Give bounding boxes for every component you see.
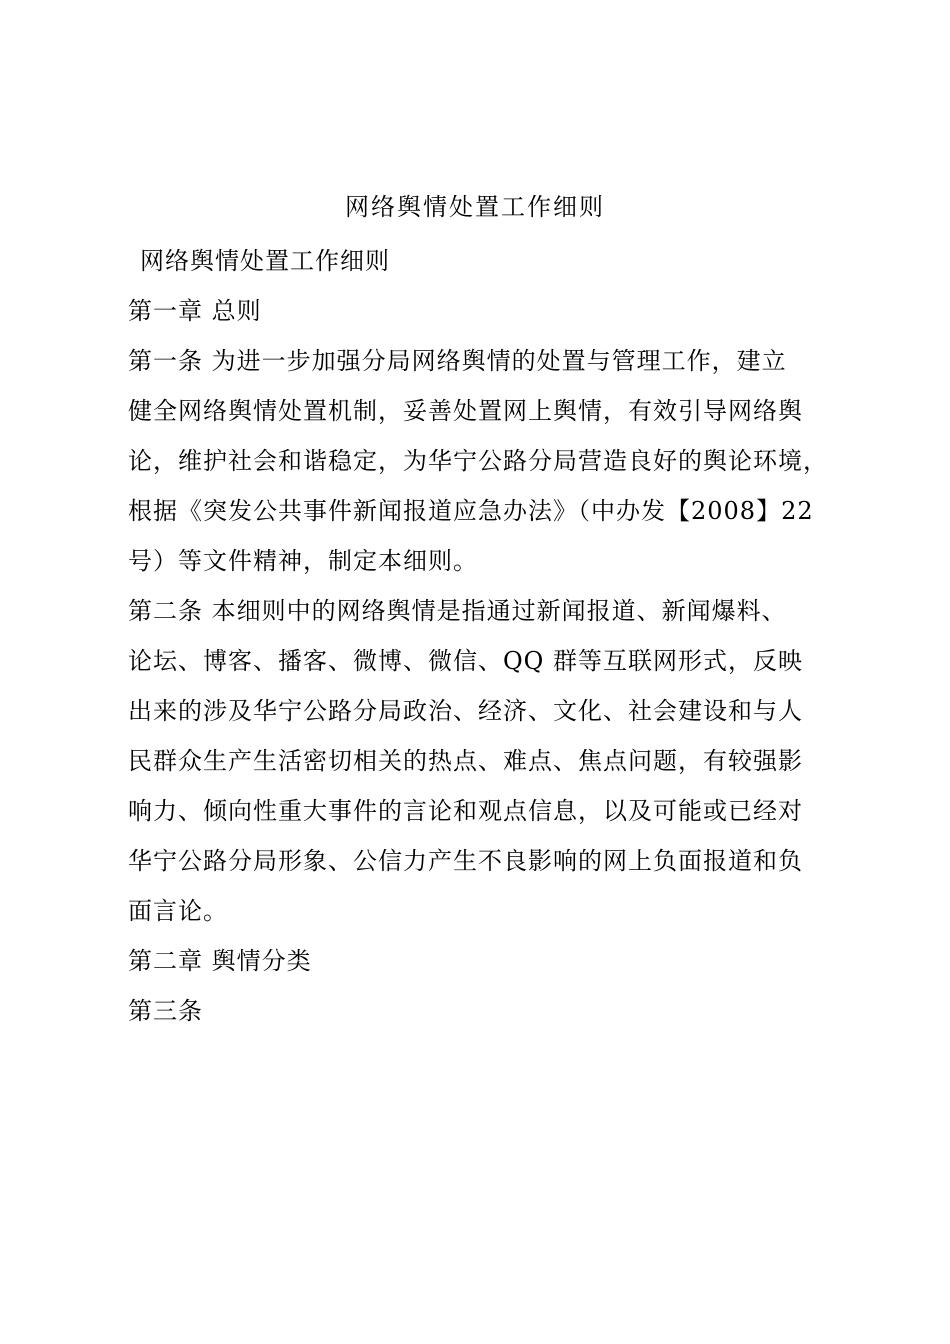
paragraph-line: 论，维护社会和谐稳定，为华宁公路分局营造良好的舆论环境，	[128, 447, 828, 475]
paragraph-line: 响力、倾向性重大事件的言论和观点信息，以及可能或已经对	[128, 797, 803, 825]
paragraph-line: 华宁公路分局形象、公信力产生不良影响的网上负面报道和负	[128, 847, 803, 875]
paragraph-line: 号）等文件精神，制定本细则。	[128, 547, 478, 575]
paragraph-line: 第一条 为进一步加强分局网络舆情的处置与管理工作，建立	[128, 347, 787, 375]
paragraph-line: 民群众生产生活密切相关的热点、难点、焦点问题，有较强影	[128, 747, 803, 775]
chapter-heading: 第一章 总则	[128, 297, 262, 325]
article-paragraph	[128, 336, 828, 586]
paragraph-line: 出来的涉及华宁公路分局政治、经济、文化、社会建设和与人	[128, 697, 803, 725]
article-heading: 第三条	[128, 997, 203, 1025]
paragraph-line: 第二条 本细则中的网络舆情是指通过新闻报道、新闻爆料、	[128, 597, 787, 625]
document-subtitle: 网络舆情处置工作细则	[140, 247, 390, 275]
chapter-heading: 第二章 舆情分类	[128, 947, 312, 975]
paragraph-line: 健全网络舆情处置机制，妥善处置网上舆情，有效引导网络舆	[128, 397, 803, 425]
document-title: 网络舆情处置工作细则	[345, 193, 605, 221]
paragraph-line: 面言论。	[128, 897, 228, 925]
document-body	[128, 236, 828, 1036]
article-paragraph	[128, 586, 828, 936]
paragraph-line: 根据《突发公共事件新闻报道应急办法》（中办发【2008】22	[128, 497, 814, 525]
paragraph-line: 论坛、博客、播客、微博、微信、QQ 群等互联网形式，反映	[128, 647, 803, 675]
